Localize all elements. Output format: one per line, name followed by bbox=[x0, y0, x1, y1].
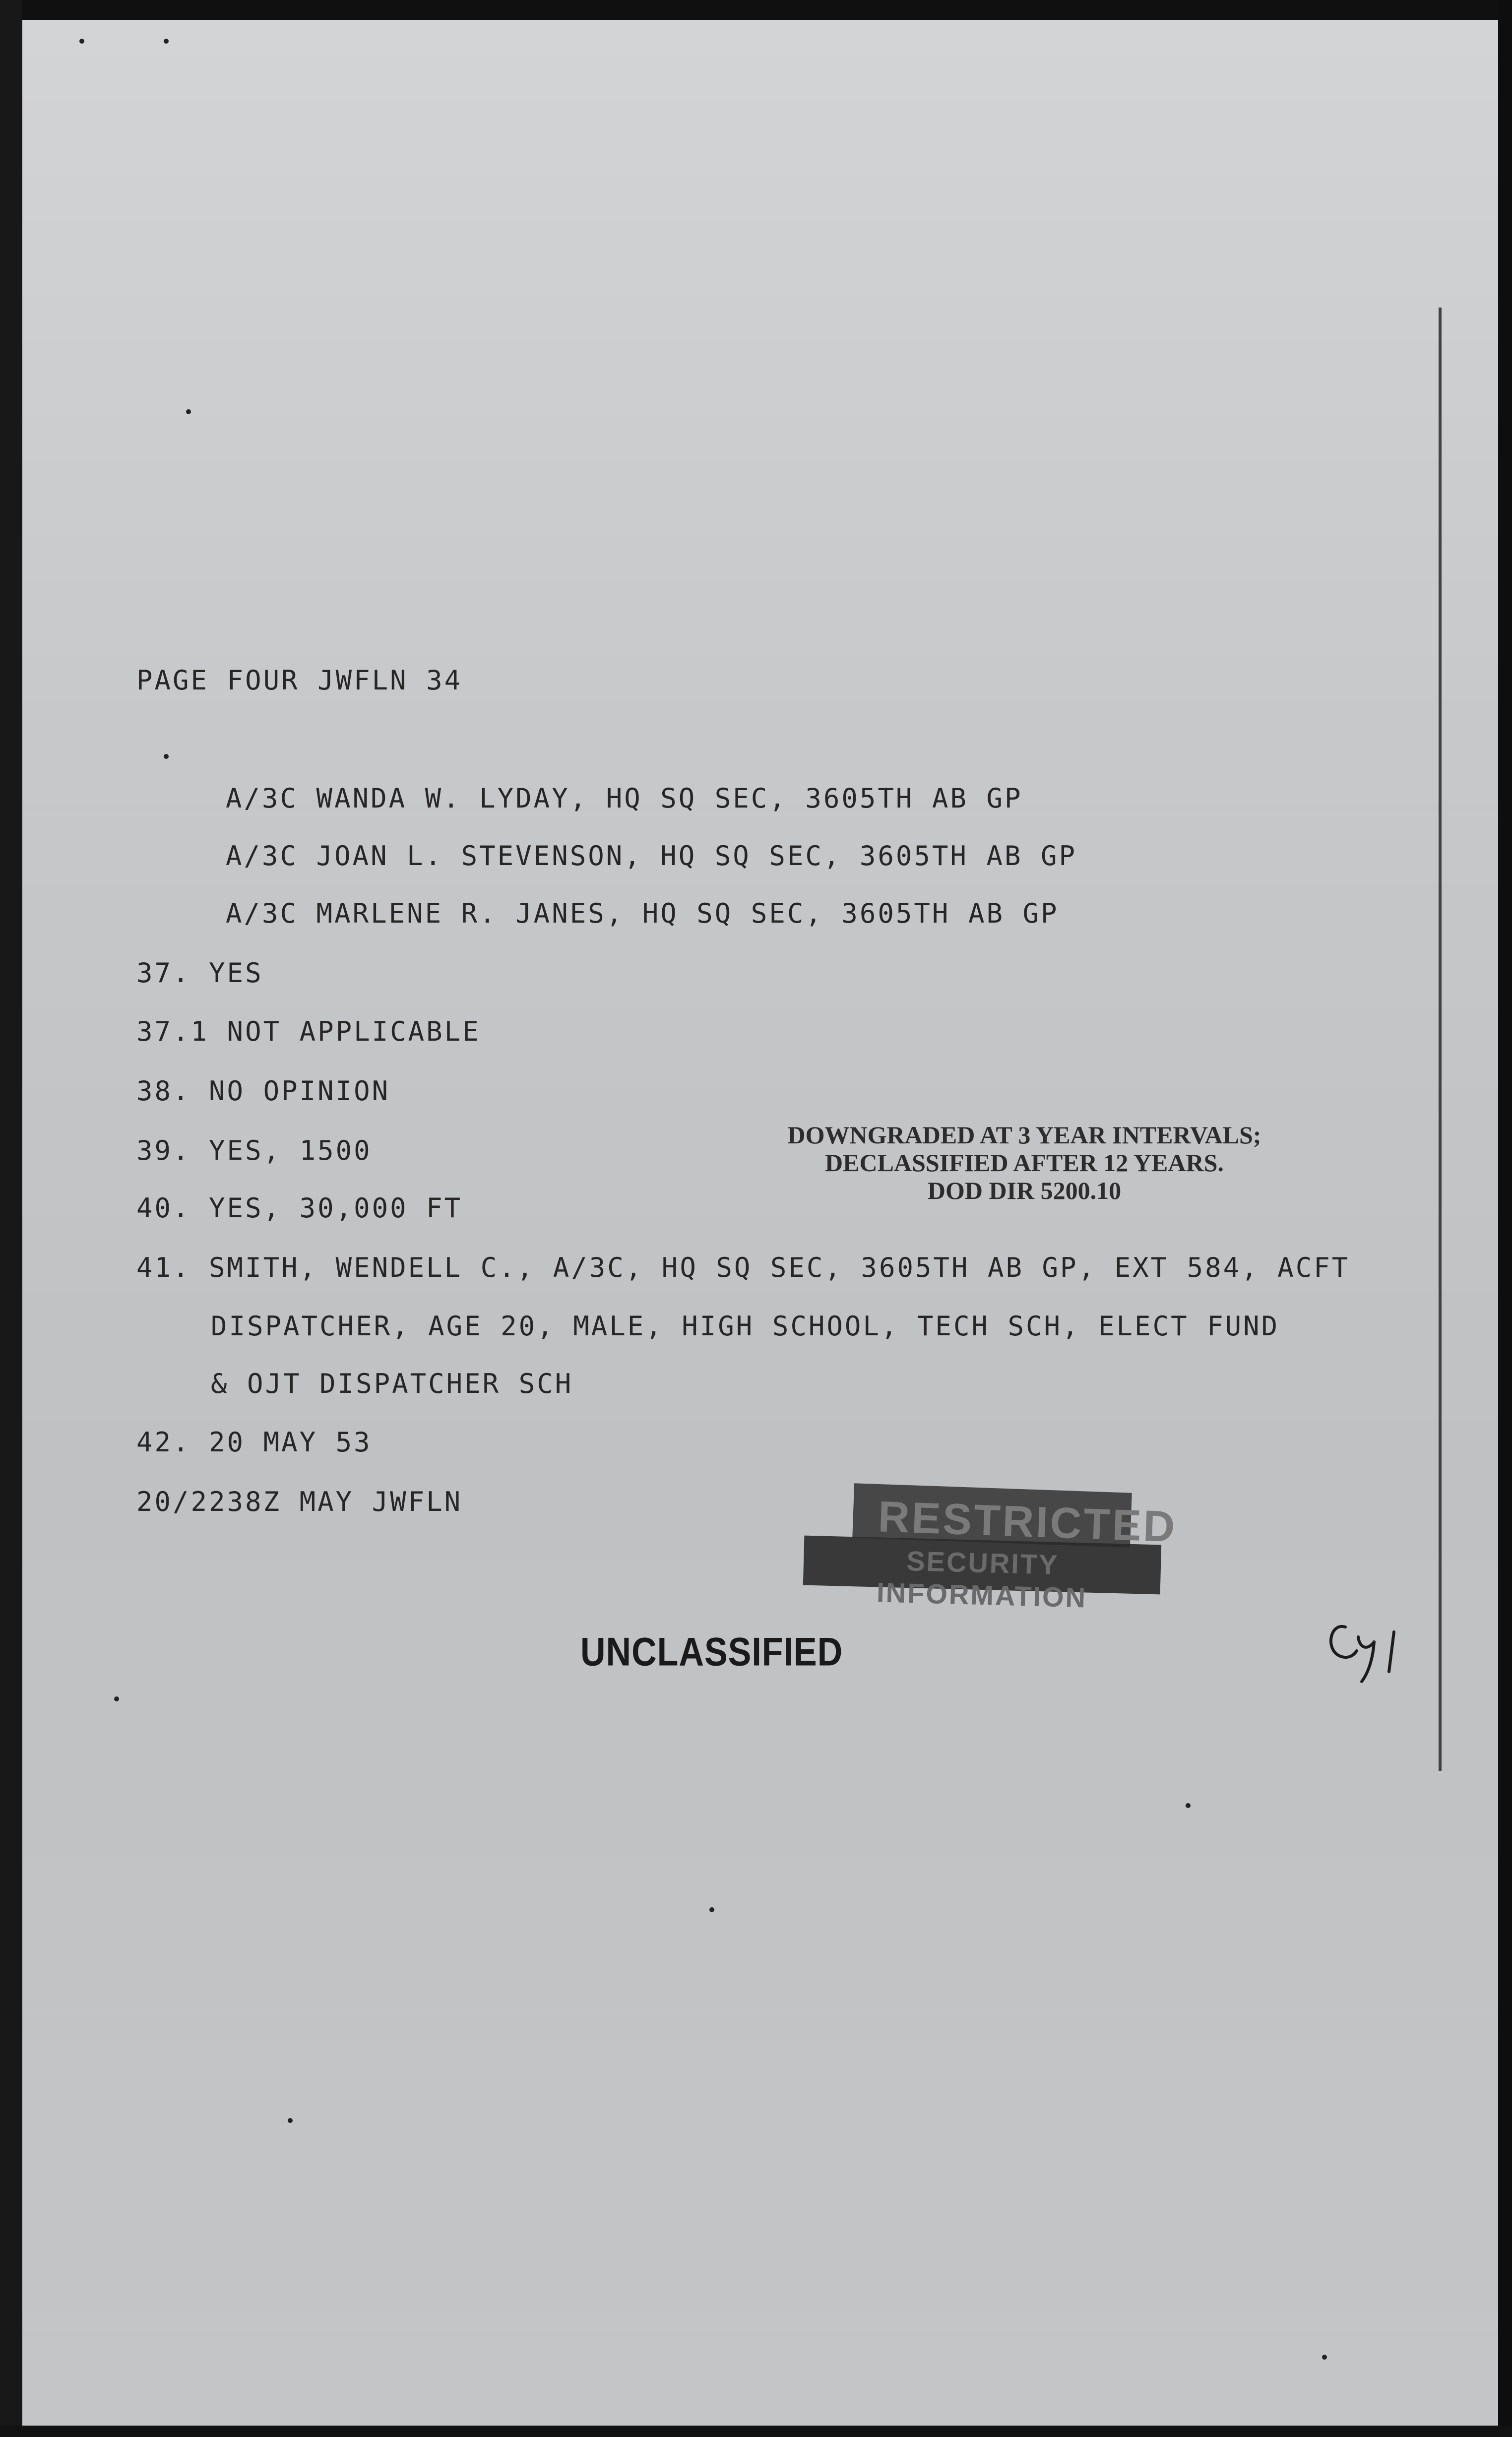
speck bbox=[1186, 1803, 1191, 1808]
restricted-stamp bbox=[804, 1488, 1178, 1614]
speck bbox=[114, 1696, 119, 1701]
restricted-stamp-subtitle: SECURITY INFORMATION bbox=[876, 1545, 1087, 1614]
item-41-continued: DISPATCHER, AGE 20, MALE, HIGH SCHOOL, TECH SCH, ELECT FUND bbox=[211, 1311, 1280, 1342]
item-42: 42. 20 MAY 53 bbox=[136, 1427, 372, 1458]
margin-rule bbox=[1439, 308, 1442, 1771]
scan-border-bottom bbox=[0, 2426, 1512, 2437]
scan-border-right bbox=[1498, 0, 1512, 2437]
dtg-line: 20/2238Z MAY JWFLN bbox=[136, 1486, 463, 1517]
classification-marking: UNCLASSIFIED bbox=[580, 1629, 843, 1674]
scan-border-top bbox=[0, 0, 1512, 20]
item-40: 40. YES, 30,000 FT bbox=[136, 1192, 463, 1224]
item-38: 38. NO OPINION bbox=[136, 1075, 390, 1107]
speck bbox=[1322, 2355, 1327, 2360]
downgrade-stamp-line: DOWNGRADED AT 3 YEAR INTERVALS; bbox=[787, 1121, 1261, 1149]
speck bbox=[164, 754, 169, 759]
item-37: 37. YES bbox=[136, 957, 263, 989]
downgrade-stamp-line: DOD DIR 5200.10 bbox=[927, 1177, 1122, 1204]
item-41-continued: & OJT DISPATCHER SCH bbox=[211, 1368, 573, 1399]
handwritten-annotation bbox=[1320, 1607, 1419, 1689]
item-41: 41. SMITH, WENDELL C., A/3C, HQ SQ SEC, 3605TH AB GP, EXT 584, ACFT bbox=[136, 1252, 1350, 1283]
item-37-1: 37.1 NOT APPLICABLE bbox=[136, 1016, 481, 1047]
speck bbox=[79, 39, 84, 44]
restricted-stamp-title: RESTRICTED bbox=[877, 1492, 1178, 1552]
speck bbox=[288, 2118, 293, 2123]
name-line: A/3C JOAN L. STEVENSON, HQ SQ SEC, 3605TH AB GP bbox=[226, 840, 1077, 872]
speck bbox=[186, 409, 191, 414]
name-line: A/3C MARLENE R. JANES, HQ SQ SEC, 3605TH AB GP bbox=[226, 898, 1059, 929]
scan-border-left bbox=[0, 0, 22, 2437]
item-39: 39. YES, 1500 bbox=[136, 1135, 372, 1166]
speck bbox=[709, 1907, 714, 1912]
page-header: PAGE FOUR JWFLN 34 bbox=[136, 665, 463, 696]
downgrade-stamp bbox=[744, 1121, 1305, 1204]
speck bbox=[164, 39, 169, 44]
downgrade-stamp-line: DECLASSIFIED AFTER 12 YEARS. bbox=[825, 1149, 1224, 1177]
name-line: A/3C WANDA W. LYDAY, HQ SQ SEC, 3605TH AB GP bbox=[226, 783, 1023, 814]
